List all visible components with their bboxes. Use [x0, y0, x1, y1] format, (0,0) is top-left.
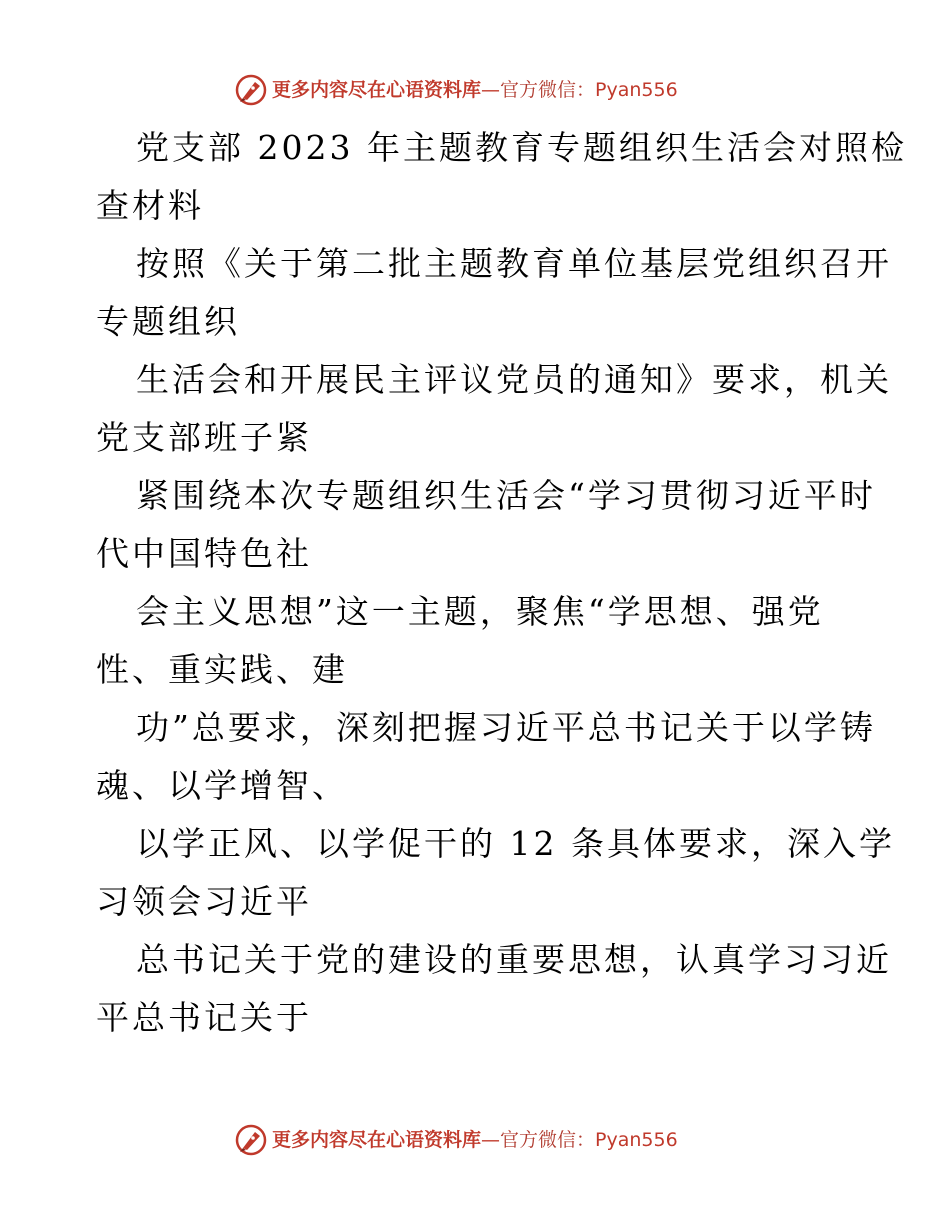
paragraph-line: 生活会和开展民主评议党员的通知》要求，机关 — [136, 360, 892, 399]
paragraph-line: 习领会习近平 — [96, 882, 312, 921]
header-wechat-label: 官方微信： — [500, 79, 596, 101]
header-site-text: 更多内容尽在心语资料库 — [272, 79, 482, 101]
footer-dash: — — [481, 1129, 501, 1151]
header-dash: — — [481, 79, 501, 101]
pen-nib-icon — [234, 1123, 268, 1157]
doc-title-line-1: 党支部 2023 年主题教育专题组织生活会对照检 — [136, 128, 907, 167]
paragraph-line: 专题组织 — [96, 302, 240, 341]
paragraph-line: 以学正风、以学促干的 12 条具体要求，深入学 — [136, 824, 895, 863]
paragraph-line: 魂、以学增智、 — [96, 766, 348, 805]
footer-banner — [0, 1120, 950, 1160]
paragraph-line: 代中国特色社 — [96, 534, 312, 573]
paragraph-line: 党支部班子紧 — [96, 418, 312, 457]
paragraph-line: 按照《关于第二批主题教育单位基层党组织召开 — [136, 244, 892, 283]
footer-wechat-label: 官方微信： — [500, 1129, 596, 1151]
paragraph-line: 总书记关于党的建设的重要思想，认真学习习近 — [136, 940, 892, 979]
footer-text — [272, 1128, 678, 1152]
paragraph-line: 会主义思想”这一主题，聚焦“学思想、强党 — [136, 592, 824, 631]
paragraph-line: 性、重实践、建 — [96, 650, 348, 689]
header-wechat-id: Pyan556 — [595, 79, 678, 101]
header-text — [272, 78, 678, 102]
footer-wechat-id: Pyan556 — [595, 1129, 678, 1151]
doc-title-line-2: 查材料 — [96, 186, 204, 225]
paragraph-line: 紧围绕本次专题组织生活会“学习贯彻习近平时 — [136, 476, 876, 515]
paragraph-line: 功”总要求，深刻把握习近平总书记关于以学铸 — [136, 708, 876, 747]
pen-nib-icon — [234, 73, 268, 107]
paragraph-line: 平总书记关于 — [96, 998, 312, 1037]
header-banner — [0, 70, 950, 110]
footer-site-text: 更多内容尽在心语资料库 — [272, 1129, 482, 1151]
